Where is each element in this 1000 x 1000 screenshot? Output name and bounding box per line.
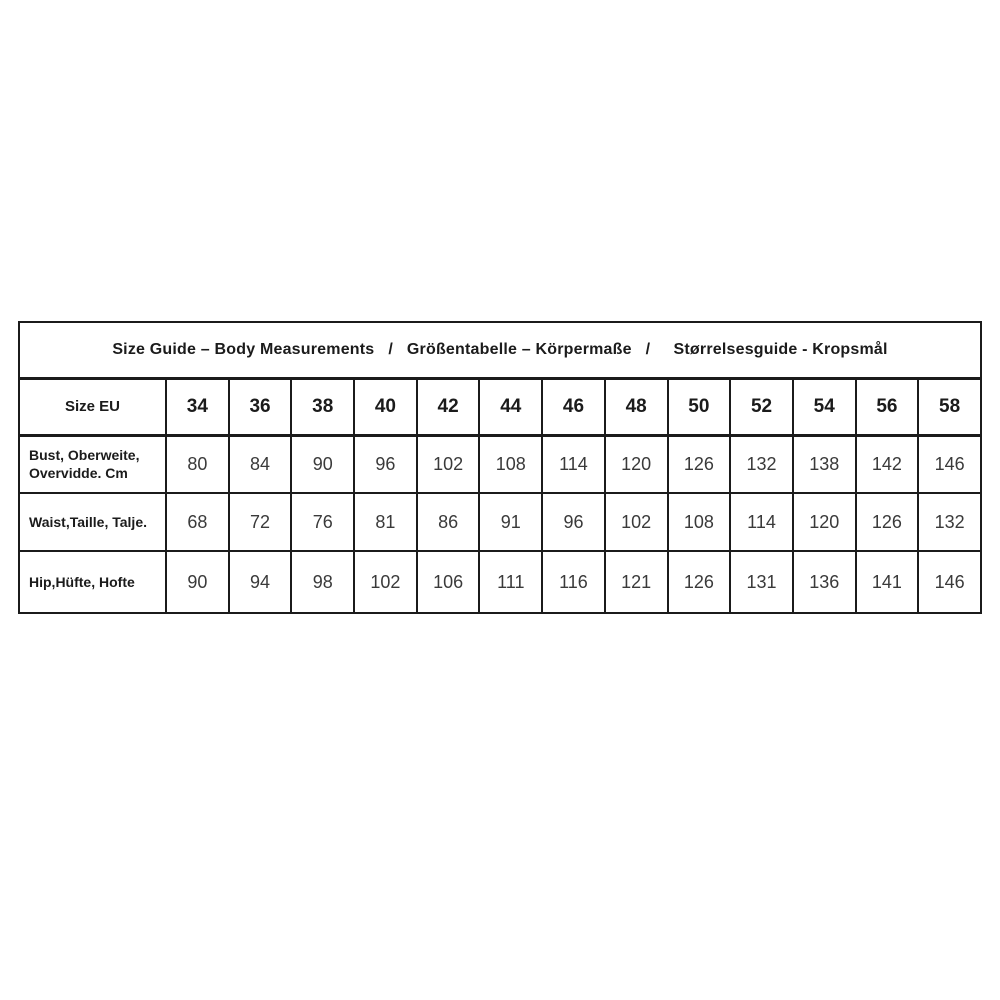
size-header-cell: 36 — [229, 378, 292, 435]
size-header-cell: 46 — [542, 378, 605, 435]
measurement-value-cell: 90 — [166, 551, 229, 613]
measurement-row — [19, 493, 981, 551]
measurement-value-cell: 126 — [668, 551, 731, 613]
measurement-value-cell: 131 — [730, 551, 793, 613]
size-eu-header: Size EU — [19, 378, 166, 435]
measurement-value-cell: 142 — [856, 435, 919, 493]
row-label-cell: Bust, Oberweite, Overvidde. Cm — [19, 435, 166, 493]
measurement-value-cell: 90 — [291, 435, 354, 493]
measurement-value-cell: 146 — [918, 551, 981, 613]
size-guide-table-wrap — [18, 321, 982, 613]
measurement-value-cell: 68 — [166, 493, 229, 551]
measurement-value-cell: 126 — [856, 493, 919, 551]
measurement-value-cell: 141 — [856, 551, 919, 613]
measurement-value-cell: 132 — [918, 493, 981, 551]
measurement-value-cell: 81 — [354, 493, 417, 551]
measurement-value-cell: 136 — [793, 551, 856, 613]
measurement-value-cell: 76 — [291, 493, 354, 551]
measurement-value-cell: 102 — [417, 435, 480, 493]
measurement-value-cell: 120 — [605, 435, 668, 493]
size-header-cell: 50 — [668, 378, 731, 435]
measurement-value-cell: 114 — [730, 493, 793, 551]
measurement-value-cell: 146 — [918, 435, 981, 493]
measurement-value-cell: 86 — [417, 493, 480, 551]
measurement-value-cell: 96 — [354, 435, 417, 493]
size-header-cell: 48 — [605, 378, 668, 435]
row-label-cell: Hip,Hüfte, Hofte — [19, 551, 166, 613]
size-header-cell: 42 — [417, 378, 480, 435]
measurement-value-cell: 98 — [291, 551, 354, 613]
measurement-value-cell: 84 — [229, 435, 292, 493]
measurement-value-cell: 94 — [229, 551, 292, 613]
table-title: Size Guide – Body Measurements / Größentabelle – Körpermaße / Størrelsesguide - Kropsmål — [19, 322, 981, 378]
measurement-value-cell: 111 — [479, 551, 542, 613]
measurement-value-cell: 108 — [668, 493, 731, 551]
measurement-value-cell: 96 — [542, 493, 605, 551]
measurement-value-cell: 116 — [542, 551, 605, 613]
measurement-value-cell: 120 — [793, 493, 856, 551]
size-header-cell: 56 — [856, 378, 919, 435]
row-label-cell: Waist,Taille, Talje. — [19, 493, 166, 551]
size-header-cell: 52 — [730, 378, 793, 435]
measurement-value-cell: 108 — [479, 435, 542, 493]
size-header-cell: 34 — [166, 378, 229, 435]
size-header-cell: 44 — [479, 378, 542, 435]
measurement-value-cell: 106 — [417, 551, 480, 613]
size-header-row — [19, 378, 981, 435]
measurement-value-cell: 126 — [668, 435, 731, 493]
measurement-value-cell: 72 — [229, 493, 292, 551]
size-header-cell: 54 — [793, 378, 856, 435]
size-header-cell: 38 — [291, 378, 354, 435]
size-header-cell: 58 — [918, 378, 981, 435]
size-header-cell: 40 — [354, 378, 417, 435]
measurement-value-cell: 138 — [793, 435, 856, 493]
measurement-value-cell: 102 — [354, 551, 417, 613]
measurement-row — [19, 551, 981, 613]
size-guide-table — [18, 321, 982, 614]
measurement-value-cell: 91 — [479, 493, 542, 551]
measurement-value-cell: 114 — [542, 435, 605, 493]
measurement-row — [19, 435, 981, 493]
table-title-row — [19, 322, 981, 378]
measurement-value-cell: 80 — [166, 435, 229, 493]
measurement-value-cell: 102 — [605, 493, 668, 551]
measurement-value-cell: 132 — [730, 435, 793, 493]
measurement-value-cell: 121 — [605, 551, 668, 613]
